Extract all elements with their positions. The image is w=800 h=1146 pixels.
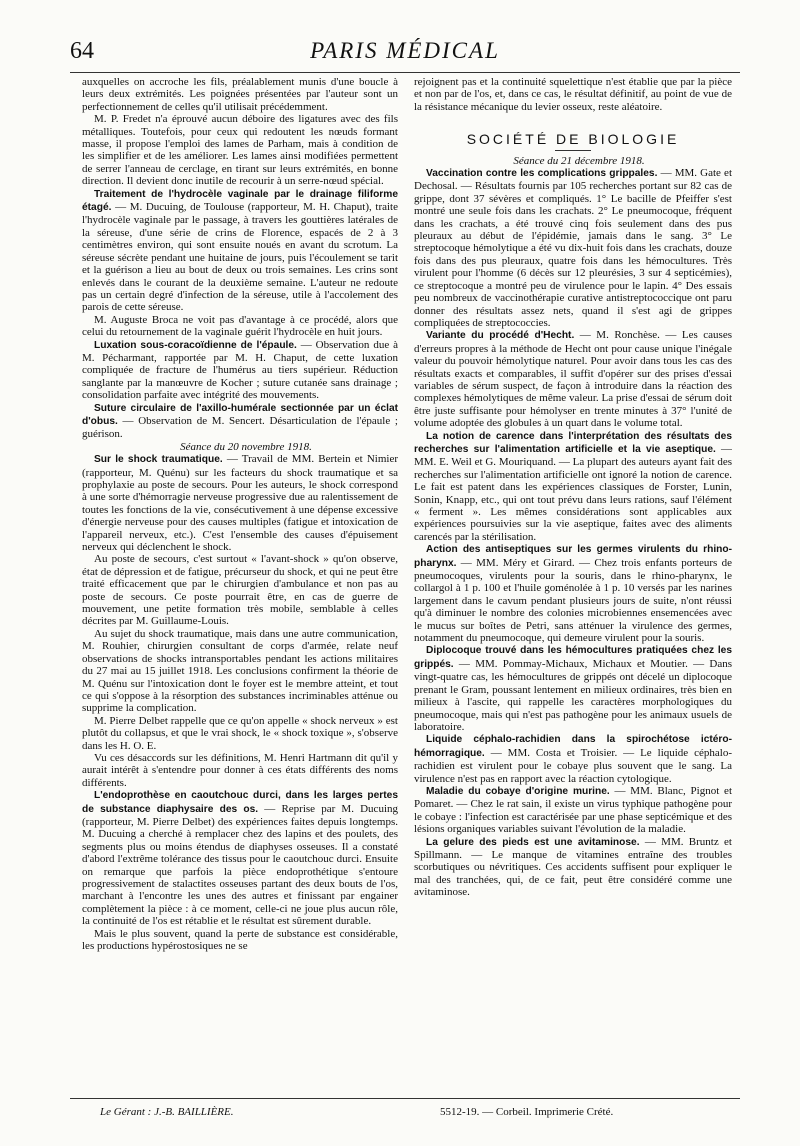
section-title: Liquide céphalo-rachidien dans la spirochétose ictéro-hémorragique.	[414, 734, 732, 759]
footer-rule	[70, 1098, 740, 1099]
section-entry	[414, 836, 732, 899]
seance-date: Séance du 21 décembre 1918.	[513, 154, 645, 167]
section-text: — M. Ducuing, de Toulouse (rapporteur, M. H. Chaput), traite l'hydrocèle vaginale par le passage, à travers les gouttières latérales de la séreuse, d'une série de crins de Florence, espacés de 2 à 3 centimètres environ, qui sont ensuite noués en avant du scrotum. La séreuse sécrète pendant une huitaine de jours, puis l'écoulement se tarit et la guérison a lieu au bout de deux ou trois semaines. Les crins sont enlevés dans le courant de la deuxième semaine. L'auteur ne redoute pas un certain degré d'infection de la séreuse, utile à l'accolement des parois de cette séreuse.	[82, 201, 398, 314]
right-column	[414, 76, 732, 1094]
running-title: PARIS MÉDICAL	[310, 38, 500, 63]
section-entry	[414, 329, 732, 429]
paragraph: rejoignent pas et la continuité squelettique n'est établie que par la pièce et non par de l'os, et, dans ce cas, le résultat définitif, au point de vue de la résistance mécanique du levier osseux, reste aléatoire.	[414, 76, 732, 113]
section-title: Diplocoque trouvé dans les hémocultures pratiquées chez les grippés.	[414, 645, 732, 670]
section-text: — MM. Costa et Troisier. — Le liquide céphalo-rachidien est virulent pour le cobaye plus souvent que le sang. La virulence n'est pas en rapport avec la réaction cytologique.	[414, 746, 732, 785]
section-title: L'endoprothèse en caoutchouc durci, dans les larges pertes de substance diaphysaire des os.	[82, 790, 398, 815]
section-entry	[414, 785, 732, 836]
section-text: — Observation de M. Sencert. Désarticulation de l'épaule ; guérison.	[82, 414, 398, 441]
section-text: — MM. Pommay-Michaux, Michaux et Moutier. — Dans vingt-quatre cas, les hémocultures de grippés ont décelé un diplocoque prenant le Gram, poussant lentement en milieux ordinaires, très bien en milieux à l'ascite, qui rappelle les caractères morphologiques du pneumocoque, mais qui n'est pas pathogène pour les animaux usuels de laboratoire.	[414, 657, 732, 733]
section-title: La notion de carence dans l'interprétation des résultats des recherches sur l'alimentation artificielle et la vie aseptique.	[414, 430, 732, 455]
section-title: Sur le shock traumatique.	[94, 454, 223, 466]
section-title: Maladie du cobaye d'origine murine.	[426, 785, 610, 797]
section-title: Action des antiseptiques sur les germes virulents du rhino-pharynx.	[414, 544, 732, 569]
section-title: Variante du procédé d'Hecht.	[426, 330, 575, 342]
paragraph: Au sujet du shock traumatique, mais dans une autre communication, M. Rouhier, chirurgien consultant de corps d'armée, relate neuf observations de shocks intransportables pendant les actions militaires du 27 mai au 15 juillet 1918. Les conclusions confirment la théorie de M. Quénu sur l'intoxication dont le foyer est le membre atteint, et tout ce qui s'oppose à la résorption des substances incriminables atténue ou supprime la complication.	[82, 627, 398, 715]
page-number: 64	[70, 38, 94, 64]
section-text: — MM. Blanc, Pignot et Pomaret. — Chez le rat sain, il existe un virus typhique pathogène pour le cobaye : l'infection est caractérisée par une phase septicémique et des lésions organiques variables suivant l'évolution de la maladie.	[414, 784, 732, 836]
section-text: — Reprise par M. Ducuing (rapporteur, M. Pierre Delbet) des expériences faites depuis longtemps. M. Ducuing a cherché à remplacer chez des lapins et des poulets, des segments plus ou moins étendus de diaphyses osseuses. Il a constaté d'abord l'extrême tolérance des tissus pour le caoutchouc durci. Ensuite on remarque que parfois la pièce endoprothétique s'entoure progressivement de stalactites osseuses partant des deux bouts de l'os, marchant à l'encontre les unes des autres et finissant par engainer complètement la pièce : à ce moment, celle-ci ne joue plus aucun rôle, la continuité de l'os est rétablie et le résultat est sûrement durable.	[82, 802, 398, 928]
section-entry	[82, 453, 398, 553]
section-text: — M. Ronchèse. — Les causes d'erreurs propres à la méthode de Hecht ont pour cause unique l'inégale valeur du pouvoir hémolytique naturel. Pour avoir dans tous les cas des résultats exacts et comparables, il suffit d'opérer sur des prises d'essai variables de sérum suspect, de façon à introduire dans la réaction des complexes hémolytiques de même valeur. La prise d'essai de sérum doit être juste suffisante pour hémolyser en trente minutes à 37° l'unité de volume adoptée des globules à un quart dans le volume total.	[414, 329, 732, 430]
section-text: — MM. Bruntz et Spillmann. — Le manque de vitamines entraîne des troubles scorbutiques ou névritiques. Ces accidents suffisent pour expliquer le mal des tranchées, qui, de ce fait, peut être considéré comme une avitaminose.	[414, 835, 732, 899]
paragraph: auxquelles on accroche les fils, préalablement munis d'une boucle à leurs deux extrémités. Les poignées présentées par l'auteur sont un perfectionnement de celles qu'il utilisait précédemment.	[82, 76, 398, 113]
paragraph: M. Pierre Delbet rappelle que ce qu'on appelle « shock nerveux » est plutôt du collapsus, et que le vrai shock, le « shock toxique », s'observe dans les H. O. E.	[82, 714, 398, 752]
section-title: La gelure des pieds est une avitaminose.	[426, 836, 640, 848]
society-title: SOCIÉTÉ DE BIOLOGIE	[466, 131, 680, 148]
paragraph: M. P. Fredet n'a éprouvé aucun déboire des ligatures avec des fils métalliques. Toutefois, pour ceux qui redoutent les nœuds formant masse, il propose l'emploi des lames de Parham, mais à condition de les simplifier et de les améliorer. Les lames ainsi modifiées permettent de serrer l'anneau de cerclage, en tirant sur leurs extrémités, en bonne direction. Il devient donc inutile de recourir à un serre-nœud spécial.	[82, 113, 398, 188]
section-entry	[414, 733, 732, 785]
section-text: — Travail de MM. Bertein et Nimier (rapporteur, M. Quénu) sur les facteurs du shock traumatique et sa prophylaxie au poste de secours. Pour les auteurs, le shock correspond à une sorte d'hémorragie nerveuse progressive due au ralentissement de toutes les fonctions de la vie, consécutivement à une dépense excessive d'énergie nerveuse pour des causes multiples (fatigue et intoxication de l'appareil nerveux, etc.). C'est l'ensemble des causes d'épuisement nerveux qui déclenchent le shock.	[82, 453, 398, 554]
section-text: — MM. E. Weil et G. Mouriquand. — La plupart des auteurs ayant fait des recherches sur l'alimentation artificielle ont ignoré la notion de carence. Le fait est patent dans les expériences classiques de Forster, Lunin, Sonin, Knapp, etc., qui ont tout prévu dans leurs rations, sauf l'élément « ferment ». Les mêmes considérations sont applicables aux expériences poursuivies sur la vie aseptique, faites avec des aliments carencés par la stérilisation.	[414, 442, 732, 543]
left-column	[82, 76, 398, 1094]
section-entry	[414, 644, 732, 733]
paragraph: Mais le plus souvent, quand la perte de substance est considérable, les productions hypérostosiques ne se	[82, 927, 398, 953]
society-rule	[555, 150, 591, 151]
section-entry	[82, 402, 398, 441]
section-text: — MM. Gate et Dechosal. — Résultats fournis par 105 recherches portant sur 82 cas de grippe, dont 37 sévères et compliqués. 1° Le bacille de Pfeiffer s'est montré une seule fois dans les crachats. 2° Le pneumocoque, fréquent dans les crachats, a été trouvé cinq fois seulement dans des pus pleuraux au début de l'épidémie, jamais dans le sang. 3° Le streptocoque hémolytique a été vu dix-huit fois dans les crachats, douze fois dans des pus pleuraux, quatre fois dans les hémocultures. Très virulent pour l'homme (6 décès sur 12 pleurésies, 3 sur 4 septicémies), ce streptocoque a montré peu de virulence pour le lapin. 4° Des essais peu nombreux de vaccinothérapie curative antistreptococcique ont paru donner des résultats assez nets, quand il s'est agi de grippes compliquées de streptococcies.	[414, 167, 732, 329]
section-entry	[82, 789, 398, 927]
section-entry	[82, 188, 398, 314]
section-entry	[414, 430, 732, 544]
paragraph: Au poste de secours, c'est surtout « l'avant-shock » qu'on observe, état de dépression et de fatigue, précurseur du shock, et qui ne peut être traité efficacement que par le chirurgien d'ambulance et non pas au poste de secours. Ce poste pourrait être, en cas de guerre de mouvement, une petite formation très mobile, semblable à celles décrites par M. Guillaume-Louis.	[82, 553, 398, 628]
page-header	[70, 38, 740, 74]
seance-date: Séance du 20 novembre 1918.	[180, 440, 312, 453]
footer-imprimerie: 5512-19. — Corbeil. Imprimerie Crété.	[440, 1106, 614, 1118]
section-text: — MM. Méry et Girard. — Chez trois enfants porteurs de pneumocoques, virulents pour la souris, dans le rhino-pharynx, le collargol à 1 p. 100 et l'huile goménolée à 1 p. 10 versés par les narines largement dans le cavum pendant plusieurs jours de suite, n'ont réussi qu'à diminuer le nombre des colonies microbiennes ensemencées avec le mucus sur boîtes de Petri, sans atténuer la virulence des germes, notamment du pneumocoque, qui demeure virulent pour la souris.	[414, 556, 732, 645]
section-entry	[414, 167, 732, 329]
section-title: Luxation sous-coracoïdienne de l'épaule.	[94, 339, 297, 351]
paragraph: Vu ces désaccords sur les définitions, M. Henri Hartmann dit qu'il y aurait intérêt à s'entendre pour donner à ces états différents des noms différents.	[82, 751, 398, 789]
section-entry	[414, 543, 732, 644]
footer-gerant: Le Gérant : J.-B. BAILLIÈRE.	[100, 1106, 234, 1118]
section-title: Vaccination contre les complications grippales.	[426, 168, 658, 180]
paragraph: M. Auguste Broca ne voit pas d'avantage à ce procédé, alors que celui du retournement de la vaginale guérit l'hydrocèle en huit jours.	[82, 313, 398, 339]
section-title: Traitement de l'hydrocèle vaginale par le drainage filiforme étagé.	[82, 188, 398, 214]
section-entry	[82, 339, 398, 402]
section-title: Suture circulaire de l'axillo-humérale sectionnée par un éclat d'obus.	[82, 402, 398, 427]
header-rule	[70, 72, 740, 73]
section-text: — Observation due à M. Pécharmant, rapportée par M. H. Chaput, de cette luxation compliquée de fracture de l'humérus au tiers supérieur. Réduction sanglante par la manœuvre de Kocher ; suture cutanée sans drainage ; consolidation parfaite avec intégrité des mouvements.	[82, 338, 398, 402]
